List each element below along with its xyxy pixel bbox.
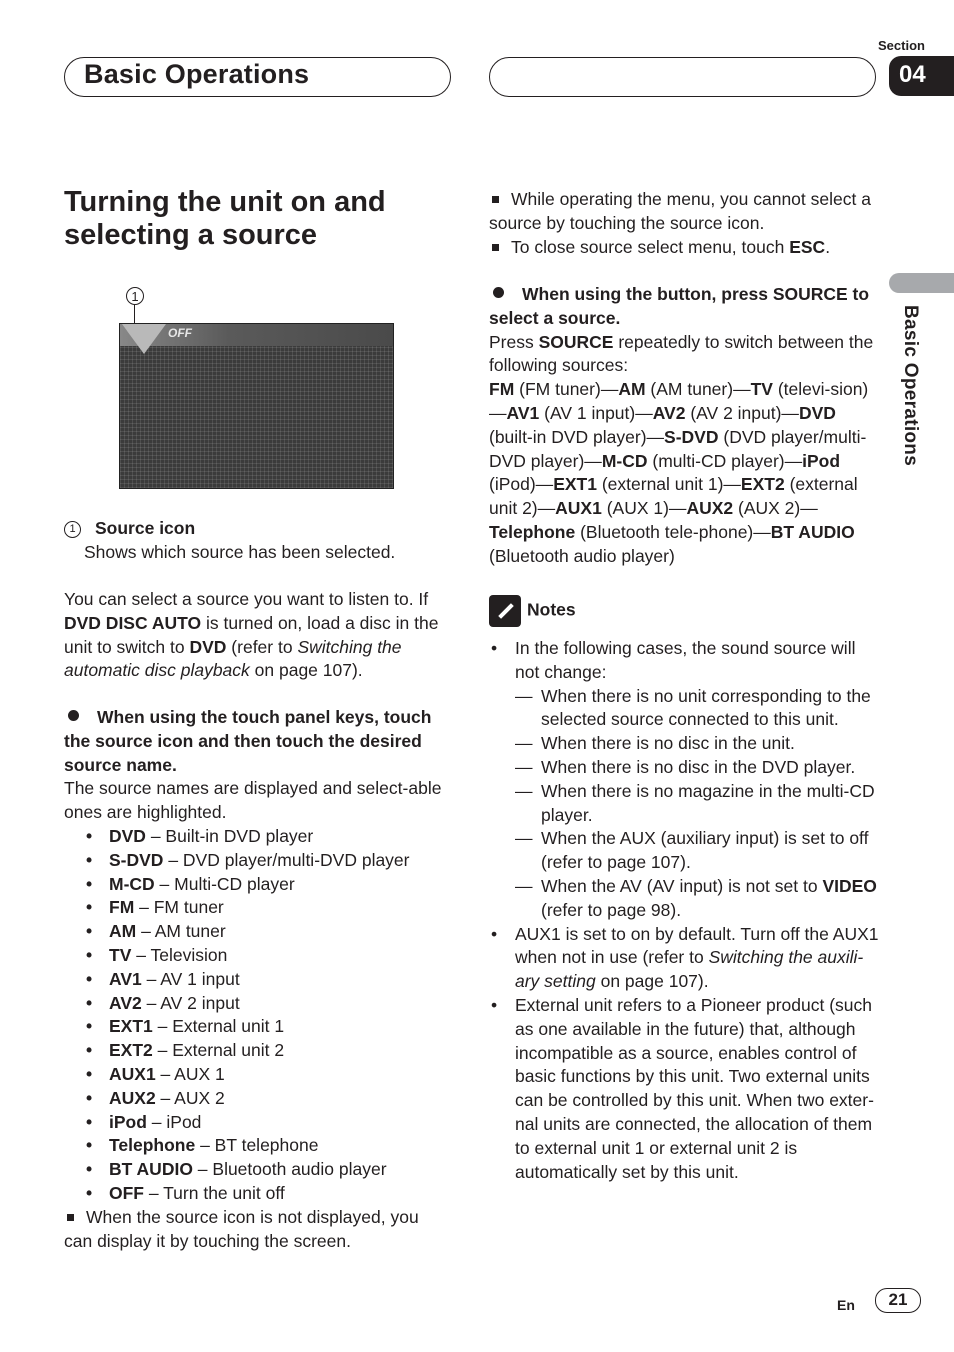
source-name: OFF [109, 1182, 144, 1203]
figure-callout-number: 1 [126, 287, 144, 305]
chain-source-name: AM [618, 379, 646, 400]
chain-source-desc: (AV 1 input)— [539, 402, 653, 423]
source-list-item [64, 873, 444, 897]
source-list-item [64, 968, 444, 992]
page-number: 21 [875, 1288, 921, 1313]
source-desc: – Bluetooth audio player [192, 1159, 387, 1180]
note-cases-last [515, 875, 879, 923]
side-tab-marker [889, 273, 954, 293]
right-tip-1: While operating the menu, you cannot select a source by touching the source icon. [489, 189, 871, 233]
callout-number: 1 [64, 521, 81, 538]
source-desc: – AUX 1 [155, 1063, 225, 1084]
chain-source-name: AV1 [506, 402, 540, 423]
touch-step-title: When using the touch panel keys, touch the source icon and then touch the desired source name. [64, 707, 432, 775]
page-header-title: Basic Operations [84, 59, 310, 89]
chain-source-name: TV [750, 379, 773, 400]
source-name: EXT2 [109, 1040, 153, 1061]
notes-list [489, 637, 879, 1184]
chain-source-name: EXT2 [740, 474, 785, 495]
source-list-item [64, 1111, 444, 1135]
tip-square-bullet [67, 1214, 74, 1221]
section-number-tab: 04 [889, 56, 954, 96]
language-label: En [837, 1297, 855, 1313]
chain-source-desc: (external unit 2)— [489, 474, 858, 519]
source-list-item [64, 1087, 444, 1111]
source-name: AUX2 [109, 1087, 156, 1108]
right-tips: While operating the menu, you cannot select a source by touching the source icon. To close source select menu, touch ESC. [489, 189, 871, 257]
chain-source-desc: (DVD player/multi-DVD player)— [489, 426, 867, 471]
chain-source-desc: (built-in DVD player)— [489, 426, 665, 447]
source-desc: – iPod [146, 1111, 202, 1132]
source-list-item [64, 1063, 444, 1087]
source-desc: – DVD player/multi-DVD player [163, 849, 410, 870]
source-desc: – AM tuner [136, 921, 226, 942]
note-case: — When the AV (AV input) is not set to VIDEO (refer to page 98). [515, 875, 879, 923]
source-name: EXT1 [109, 1016, 153, 1037]
header-right-frame [489, 57, 876, 97]
source-desc: – FM tuner [134, 897, 224, 918]
chain-source-desc: (iPod)— [489, 474, 554, 495]
source-list-item [64, 920, 444, 944]
source-desc: – Turn the unit off [144, 1182, 285, 1203]
source-list-item [64, 1134, 444, 1158]
note-item: • External unit refers to a Pioneer product (such as one available in the future) that, although incompatible as a source, enables control of basic functions by this unit. Two external units can be controlled by this unit. When two exter-nal units are connected, the allocation of them to external unit 1 or external unit 2 is automatically set by this unit. [489, 994, 879, 1184]
chain-source-desc: (FM tuner)— [514, 379, 619, 400]
chain-source-desc: (Bluetooth audio player) [489, 545, 675, 566]
left-tip: When the source icon is not displayed, you can display it by touching the screen. [64, 1206, 419, 1251]
notes-pencil-icon [489, 595, 521, 627]
chain-source-desc: (Bluetooth tele-phone)— [575, 521, 771, 542]
source-desc: – AV 1 input [141, 968, 240, 989]
cross-reference: Switching the automatic disc playback [64, 636, 402, 681]
source-desc: – AUX 2 [155, 1087, 225, 1108]
notes-section [489, 595, 879, 1184]
chain-source-desc: (AUX 2)— [733, 498, 818, 519]
source-list-item [64, 1039, 444, 1063]
source-name: BT AUDIO [109, 1159, 193, 1180]
screen-source-label: OFF [168, 326, 192, 340]
source-desc: – External unit 2 [152, 1040, 285, 1061]
source-name: TV [109, 944, 132, 965]
source-name: AM [109, 921, 137, 942]
touch-step-section [64, 706, 444, 1253]
setting-name: DVD DISC AUTO [64, 612, 202, 633]
note-case: — When the AUX (auxiliary input) is set to off (refer to page 107). [515, 827, 879, 875]
note-cases-list [515, 685, 879, 875]
notes-title: Notes [527, 599, 576, 620]
esc-key: ESC [789, 236, 826, 257]
intro-paragraph: You can select a source you want to listen to. If DVD DISC AUTO is turned on, load a disc in the unit to switch to DVD (refer to Switching the automatic disc playback on page 107). [64, 589, 439, 681]
source-list-item [64, 944, 444, 968]
note-case: — When there is no magazine in the multi-CD player. [515, 780, 879, 828]
callout-title: Source icon [95, 518, 196, 538]
chain-source-name: S-DVD [664, 426, 719, 447]
chain-source-desc: (multi-CD player)— [647, 450, 803, 471]
display-screen-illustration [119, 323, 394, 489]
page-heading: Turning the unit on and selecting a source [64, 186, 386, 251]
figure-callout-line [134, 305, 135, 325]
source-icon-shape [122, 324, 166, 354]
side-tab-label: Basic Operations [900, 305, 921, 467]
source-list [64, 825, 444, 1206]
source-key: SOURCE [538, 331, 614, 352]
chain-source-name: FM [489, 379, 515, 400]
source-desc: – External unit 1 [152, 1016, 285, 1037]
source-name: AV2 [109, 992, 142, 1013]
source-name: DVD [109, 825, 146, 846]
callout-description [64, 517, 454, 565]
chain-source-desc: (AUX 1)— [601, 498, 687, 519]
chain-source-name: Telephone [489, 521, 576, 542]
source-list-item [64, 849, 444, 873]
note-item: • In the following cases, the sound source will not change: — When there is no unit corresponding to the selected source connected to this unit. — When there is no disc in the unit. — When there is no disc in the DVD player. — When there is no magazine in the multi-CD player. — When the AUX (auxiliary input) is set to off (refer to page 107). — When the AV (AV input) is not set to VIDEO (refer to page 98). [489, 637, 879, 923]
source-name: Telephone [109, 1135, 196, 1156]
tip-square-bullet [492, 244, 499, 251]
source-desc: – Built-in DVD player [145, 825, 314, 846]
chain-source-name: AUX2 [686, 498, 734, 519]
step-bullet [68, 710, 79, 721]
source-name: S-DVD [109, 849, 164, 870]
source-desc: – Multi-CD player [154, 873, 295, 894]
source-list-item [64, 992, 444, 1016]
chain-source-name: DVD [798, 402, 836, 423]
touch-step-desc: The source names are displayed and select-able ones are highlighted. [64, 778, 442, 823]
source-desc: – BT telephone [195, 1135, 319, 1156]
note-case: — When there is no disc in the unit. [515, 732, 879, 756]
button-step-title: When using the button, press SOURCE to select a source. [489, 284, 870, 328]
source-list-item [64, 896, 444, 920]
source-name: iPod [109, 1111, 147, 1132]
source-cycle-sequence [489, 378, 874, 568]
note-case: — When there is no disc in the DVD player. [515, 756, 879, 780]
source-list-item [64, 1182, 444, 1206]
tip-square-bullet [492, 196, 499, 203]
chain-source-desc: (AV 2 input)— [685, 402, 799, 423]
step-bullet [493, 287, 504, 298]
source-name: AUX1 [109, 1063, 156, 1084]
note-case: — When there is no unit corresponding to the selected source connected to this unit. [515, 685, 879, 733]
source-list-item [64, 1158, 444, 1182]
chain-source-name: AV2 [652, 402, 686, 423]
chain-source-name: M-CD [601, 450, 648, 471]
chain-source-desc: (external unit 1)— [596, 474, 741, 495]
chain-source-name: AUX1 [555, 498, 602, 519]
source-desc: – Television [131, 944, 228, 965]
note-item: • AUX1 is set to on by default. Turn off the AUX1 when not in use (refer to Switching the auxili-ary setting on page 107). [489, 923, 879, 994]
chain-source-desc: (AM tuner)— [645, 379, 751, 400]
source-name: FM [109, 897, 135, 918]
source-name: M-CD [109, 873, 155, 894]
chain-source-name: BT AUDIO [770, 521, 855, 542]
chain-source-name: EXT1 [553, 474, 597, 495]
chain-source-name: iPod [802, 450, 841, 471]
chain-source-desc: (televi-sion)— [489, 379, 869, 423]
source-list-item [64, 825, 444, 849]
callout-desc: Shows which source has been selected. [84, 541, 396, 562]
source-desc: – AV 2 input [141, 992, 240, 1013]
section-label: Section [878, 38, 925, 53]
source-list-item [64, 1015, 444, 1039]
button-step-section: When using the button, press SOURCE to select a source. Press SOURCE repeatedly to switch between the following sources: FM (FM tuner)—AM (AM tuner)—TV (televi-sion)—AV1 (AV 1 input)—AV2 (AV 2 input)—DVD (built-in DVD player)—S-DVD (DVD player/multi-DVD player)—M-CD (multi-CD player)—iPod (iPod)—EXT1 (external unit 1)—EXT2 (external unit 2)—AUX1 (AUX 1)—AUX2 (AUX 2)—Telephone (Bluetooth tele-phone)—BT AUDIO (Bluetooth audio player) [489, 283, 874, 569]
source-name: AV1 [109, 968, 142, 989]
